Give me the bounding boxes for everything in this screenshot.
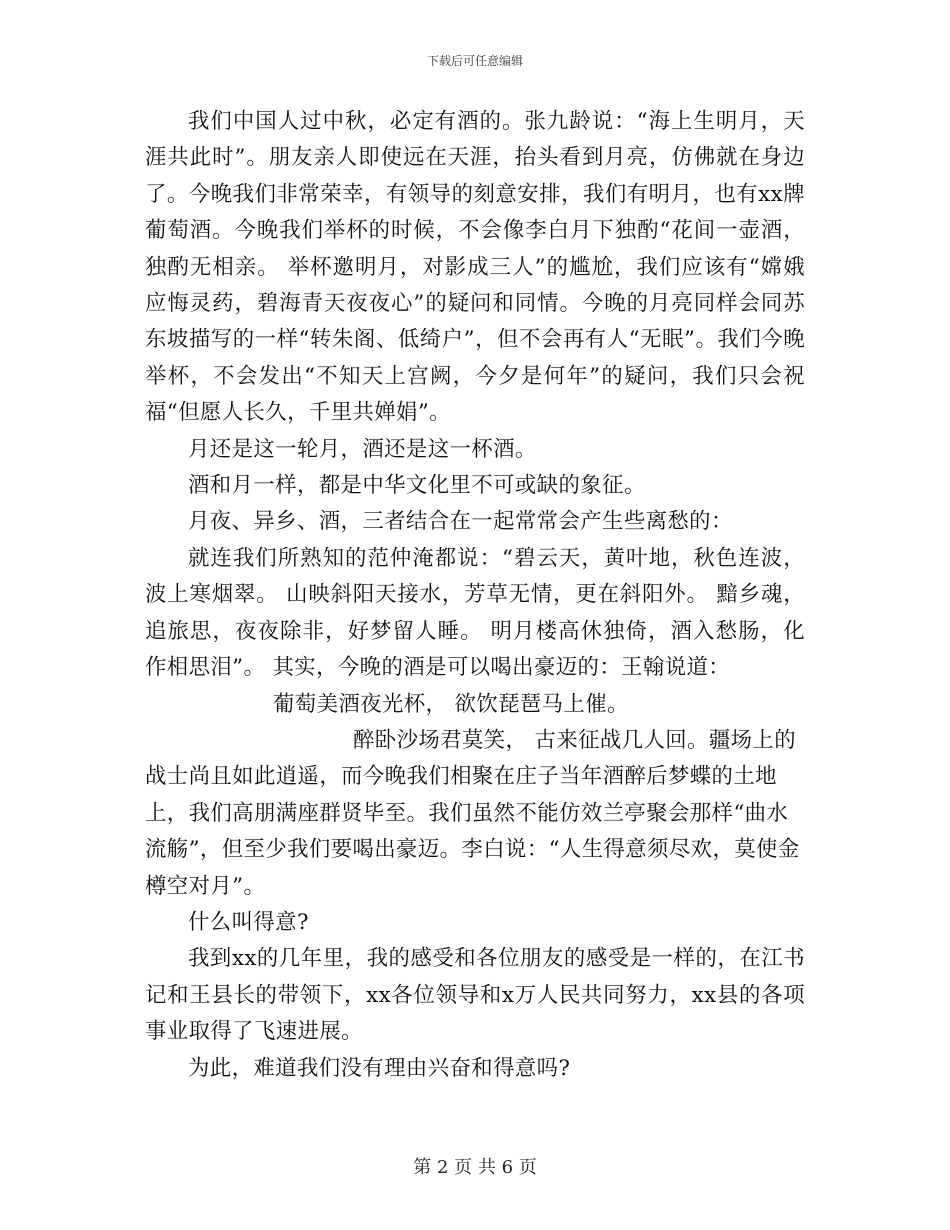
paragraph: 酒和月一样，都是中华文化里不可或缺的象征。 <box>188 473 646 499</box>
paragraph: 什么叫得意? <box>188 909 309 935</box>
paragraph: 为此，难道我们没有理由兴奋和得意吗? <box>188 1055 571 1081</box>
paragraph: 我到xx的几年里，我的感受和各位朋友的感受是一样的，在江书记和王县长的带领下，xx各位领导和x万人民共同努力，xx县的各项事业取得了飞速进展。 <box>145 946 805 1045</box>
poem-line-a: 葡萄美酒夜光杯， 欲饮琵琶马上催。 <box>273 691 629 717</box>
paragraph: 就连我们所熟知的范仲淹都说：“碧云天，黄叶地，秋色连波，波上寒烟翠。 山映斜阳天接水，芳草无情，更在斜阳外。 黯乡魂，追旅思，夜夜除非，好梦留人睡。 明月楼高休独倚，酒入愁肠，化作相思泪”。 其实，今晚的酒是可以喝出豪迈的：王翰说道： <box>145 545 805 681</box>
paragraph: 月还是这一轮月，酒还是这一杯酒。 <box>188 436 537 462</box>
page-number: 第 2 页 共 6 页 <box>413 1157 537 1178</box>
paragraph: 我们中国人过中秋，必定有酒的。张九龄说：“海上生明月，天涯共此时”。朋友亲人即使远在天涯，抬头看到月亮，仿佛就在身边了。今晚我们非常荣幸，有领导的刻意安排，我们有明月，也有xx牌葡萄酒。今晚我们举杯的时候，不会像李白月下独酌“花间一壶酒，独酌无相亲。 举杯邀明月，对影成三人”的尴尬，我们应该有“嫦娥应悔灵药，碧海青天夜夜心”的疑问和同情。今晚的月亮同样会同苏东坡描写的一样“转朱阁、低绮户”，但不会再有人“无眠”。我们今晚举杯，不会发出“不知天上宫阙，今夕是何年”的疑问，我们只会祝福“但愿人长久，千里共婵娟”。 <box>145 109 805 426</box>
document-body <box>145 104 805 1087</box>
paragraph: 月夜、异乡、酒，三者结合在一起常常会产生些离愁的： <box>188 509 733 535</box>
poem-paragraph <box>145 687 805 905</box>
page-header-note: 下载后可任意编辑 <box>426 54 523 68</box>
poem-line-b: 醉卧沙场君莫笑， 古来征战几人回。疆场上的战士尚且如此逍遥，而今晚我们相聚在庄子当年酒醉后梦蝶的土地上，我们高朋满座群贤毕至。我们虽然不能仿效兰亭聚会那样“曲水流觞”，但至少我们要喝出豪迈。李白说：“人生得意须尽欢，莫使金樽空对月”。 <box>145 727 800 899</box>
